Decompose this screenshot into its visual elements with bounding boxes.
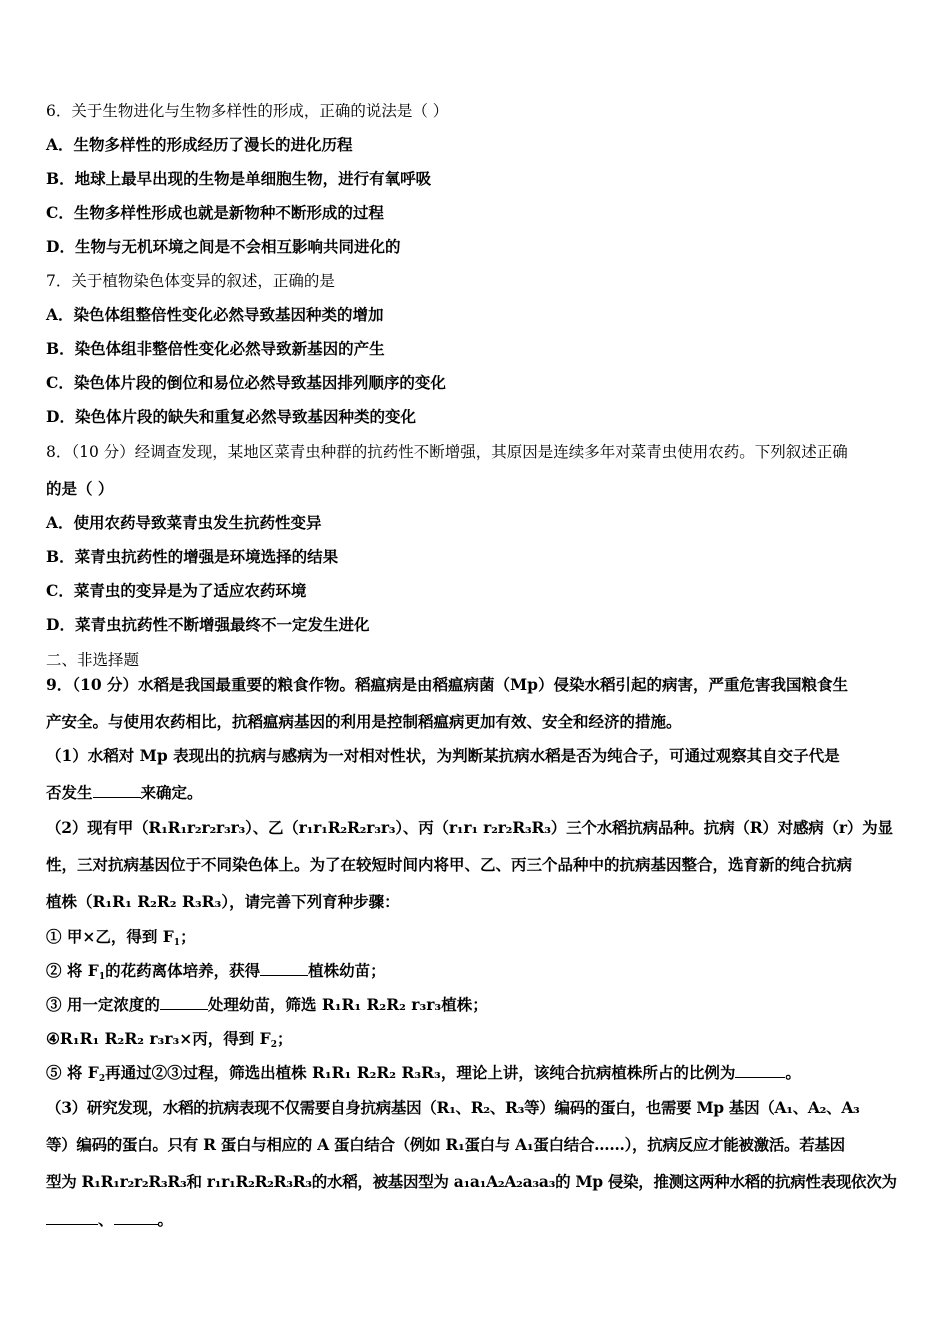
step5-text-a: ⑤ 将 F	[46, 1063, 99, 1082]
q9-part3-sep: 、	[98, 1210, 114, 1229]
step2-text-b: 的花药离体培养，获得	[105, 961, 261, 980]
step5-text-d: 。	[785, 1063, 801, 1082]
step4-sub: 2	[270, 1040, 277, 1050]
step5-text-c: ，理论上讲，该纯合抗病植株所占的比例为	[440, 1063, 736, 1082]
answer-blank-1[interactable]	[93, 783, 141, 798]
q9-part3-line3-d: 的 Mp 侵染，推测这两种水稻的抗病性表现依次为	[555, 1172, 897, 1191]
q6-option-a: A．生物多样性的形成经历了漫长的进化历程	[46, 135, 353, 154]
q6-option-b: B．地球上最早出现的生物是单细胞生物，进行有氧呼吸	[46, 169, 432, 188]
q9-part3-line3-c: 的水稻，被基因型为	[311, 1172, 454, 1191]
answer-blank-2[interactable]	[260, 961, 308, 976]
q9-part1-text-a: 否发生	[46, 783, 93, 802]
answer-blank-4[interactable]	[735, 1063, 785, 1078]
q7-option-c: C．染色体片段的倒位和易位必然导致基因排列顺序的变化	[46, 373, 446, 392]
genotype-jia: R₁R₁r₂r₂r₃r₃	[148, 818, 246, 837]
step3-text-a: ③ 用一定浓度的	[46, 995, 160, 1014]
q8-option-c: C．菜青虫的变异是为了适应农药环境	[46, 581, 307, 600]
q9-part3-line1: （3）研究发现，水稻的抗病表现不仅需要自身抗病基因（R₁、R₂、R₃等）编码的蛋白，也需要 Mp 基因（A₁、A₂、A₃	[46, 1098, 860, 1117]
q7-stem: 7．关于植物染色体变异的叙述，正确的是	[46, 272, 335, 290]
step3-text-c: 植株；	[441, 995, 488, 1014]
q8-option-d: D．菜青虫抗药性不断增强最终不一定发生进化	[46, 615, 370, 634]
q8-stem-line2: 的是（ ）	[46, 479, 114, 498]
q9-intro-line2: 产安全。与使用农药相比，抗稻瘟病基因的利用是控制稻瘟病更加有效、安全和经济的措施。	[46, 712, 682, 731]
step2-sub: 1	[98, 972, 106, 982]
step-1	[46, 927, 196, 947]
q8-option-a: A．使用农药导致菜青虫发生抗药性变异	[46, 513, 322, 532]
q9-part2-line2: 性，三对抗病基因位于不同染色体上。为了在较短时间内将甲、乙、丙三个品种中的抗病基因整合，选育新的纯合抗病	[46, 855, 853, 874]
step4-text-c: ；	[276, 1029, 293, 1048]
q9-part2-text-a: （2）现有甲（	[46, 818, 149, 837]
q9-part1-line1: （1）水稻对 Mp 表现出的抗病与感病为一对相对性状，为判断某抗病水稻是否为纯合子，可通过观察其自交子代是	[46, 746, 840, 765]
q6-option-c: C．生物多样性形成也就是新物种不断形成的过程	[46, 203, 384, 222]
q9-part2-line3-a: 植株（	[46, 892, 93, 911]
step1-text-b: ；	[180, 927, 196, 946]
genotype-yi: r₁r₁R₂R₂r₃r₃	[298, 818, 396, 837]
step5-sub: 2	[98, 1074, 106, 1084]
step5-text-b: 再通过②③过程，筛选出植株	[105, 1063, 312, 1082]
answer-blank-3[interactable]	[160, 995, 208, 1010]
q9-part2-text-c: ）、丙（	[395, 818, 449, 837]
q9-part3-line3-b: 和	[186, 1172, 207, 1191]
q9-part1-text-b: 来确定。	[140, 783, 203, 802]
genotype-rice1: R₁R₁r₂r₂R₃R₃	[81, 1172, 187, 1191]
step4-text-b: ×丙，得到 F	[179, 1029, 271, 1048]
genotype-target: R₁R₁ R₂R₂ R₃R₃	[92, 892, 222, 911]
q6-stem: 6．关于生物进化与生物多样性的形成，正确的说法是（ ）	[46, 102, 449, 120]
step2-text-c: 植株幼苗；	[308, 961, 386, 980]
step1-sub: 1	[173, 938, 181, 948]
step-2	[46, 961, 386, 981]
genotype-rice2: r₁r₁R₂R₂R₃R₃	[206, 1172, 312, 1191]
section-title: 二、非选择题	[46, 651, 140, 669]
step-3	[46, 995, 488, 1015]
genotype-mp: a₁a₁A₂A₂a₃a₃	[453, 1172, 556, 1191]
genotype-final: R₁R₁ R₂R₂ R₃R₃	[311, 1063, 441, 1082]
genotype-r3b: R₁R₁ R₂R₂ r₃r₃	[59, 1029, 180, 1048]
q8-stem-line1: 8．（10 分）经调查发现，某地区菜青虫种群的抗药性不断增强，其原因是连续多年对菜青虫使用农药。下列叙述正确	[46, 443, 848, 461]
q9-part1-line2	[46, 783, 203, 803]
q9-part2-line1	[46, 818, 893, 838]
step3-text-b: 处理幼苗，筛选	[207, 995, 322, 1014]
q9-part2-line3	[46, 892, 400, 912]
answer-blank-6[interactable]	[114, 1210, 158, 1225]
q6-option-d: D．生物与无机环境之间是不会相互影响共同进化的	[46, 237, 401, 256]
step1-text-a: ① 甲×乙，得到 F	[46, 927, 174, 946]
q9-intro-line1: 9．（10 分）水稻是我国最重要的粮食作物。稻瘟病是由稻瘟病菌（Mp）侵染水稻引起的病害，严重危害我国粮食生	[46, 675, 848, 694]
q9-part2-text-b: ）、乙（	[245, 818, 299, 837]
q9-part3-line3	[46, 1172, 897, 1192]
step-4	[46, 1029, 292, 1049]
q8-option-b: B．菜青虫抗药性的增强是环境选择的结果	[46, 547, 339, 566]
q9-part2-text-d: ）三个水稻抗病品种。抗病（R）对感病（r）为显	[550, 818, 893, 837]
q9-part3-line3-a: 型为	[46, 1172, 82, 1191]
genotype-bing: r₁r₁ r₂r₂R₃R₃	[448, 818, 551, 837]
step-5	[46, 1063, 801, 1083]
step2-text-a: ② 将 F	[46, 961, 99, 980]
q7-option-a: A．染色体组整倍性变化必然导致基因种类的增加	[46, 305, 384, 324]
answer-blank-5[interactable]	[46, 1210, 98, 1225]
q9-part3-line4	[46, 1210, 173, 1230]
q9-part3-end: 。	[157, 1210, 174, 1229]
q9-part3-line2: 等）编码的蛋白。只有 R 蛋白与相应的 A 蛋白结合（例如 R₁蛋白与 A₁蛋白结合……），抗病反应才能被激活。若基因	[46, 1135, 845, 1154]
q9-part2-line3-b: ），请完善下列育种步骤：	[221, 892, 400, 911]
q7-option-b: B．染色体组非整倍性变化必然导致新基因的产生	[46, 339, 385, 358]
genotype-r3: R₁R₁ R₂R₂ r₃r₃	[321, 995, 442, 1014]
step4-marker: ④	[46, 1029, 60, 1048]
q7-option-d: D．染色体片段的缺失和重复必然导致基因种类的变化	[46, 407, 416, 426]
